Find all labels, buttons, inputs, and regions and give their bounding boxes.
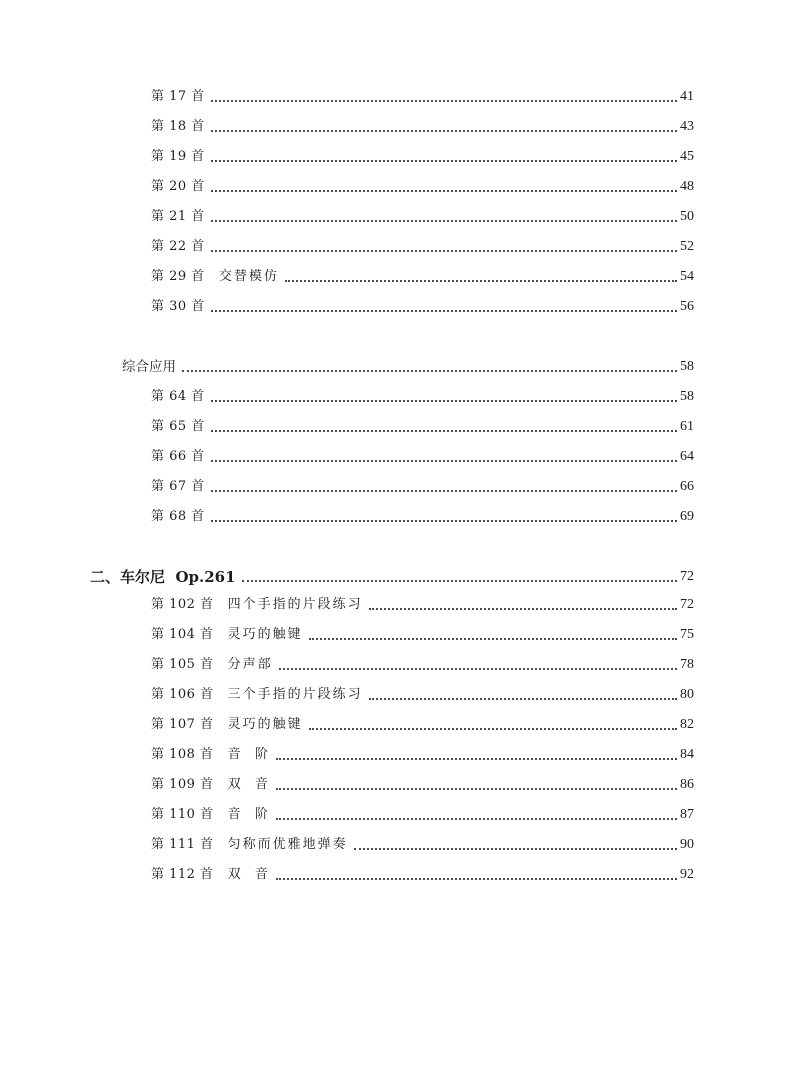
toc-entry[interactable] xyxy=(151,117,694,137)
toc-section-heading[interactable] xyxy=(122,357,694,377)
dot-leader xyxy=(211,310,677,312)
page-number: 52 xyxy=(680,239,694,254)
page-number: 72 xyxy=(680,569,694,584)
entry-title: 三个手指的片段练习 xyxy=(227,687,363,702)
toc-entry[interactable] xyxy=(151,447,694,467)
page-number: 61 xyxy=(680,419,694,434)
entry-number: 第 68 首 xyxy=(151,509,205,524)
dot-leader xyxy=(279,668,677,670)
dot-leader xyxy=(211,400,677,402)
dot-leader xyxy=(309,638,677,640)
page-number: 75 xyxy=(680,627,694,642)
entry-number: 第 65 首 xyxy=(151,419,205,434)
toc-chapter-heading[interactable] xyxy=(90,567,694,587)
entry-number: 第 67 首 xyxy=(151,479,205,494)
entry-number: 第 107 首 xyxy=(151,717,214,732)
entry-number: 第 105 首 xyxy=(151,657,214,672)
entry-number: 第 20 首 xyxy=(151,179,205,194)
page-number: 54 xyxy=(680,269,694,284)
dot-leader xyxy=(276,878,677,880)
dot-leader xyxy=(285,280,677,282)
toc-entry[interactable] xyxy=(151,625,694,645)
toc-entry[interactable] xyxy=(151,237,694,257)
dot-leader xyxy=(242,580,677,582)
entry-number: 第 102 首 xyxy=(151,597,214,612)
toc-entry[interactable] xyxy=(151,147,694,167)
entry-title: 四个手指的片段练习 xyxy=(227,597,363,612)
dot-leader xyxy=(369,608,677,610)
page-number: 72 xyxy=(680,597,694,612)
entry-title: 音 阶 xyxy=(227,747,270,762)
toc-entry[interactable] xyxy=(151,835,694,855)
toc-entry[interactable] xyxy=(151,417,694,437)
entry-title: 双 音 xyxy=(227,777,270,792)
dot-leader xyxy=(211,250,677,252)
page-number: 86 xyxy=(680,777,694,792)
entry-number: 第 18 首 xyxy=(151,119,205,134)
entry-number: 第 30 首 xyxy=(151,299,205,314)
toc-entry[interactable] xyxy=(151,87,694,107)
page-number: 90 xyxy=(680,837,694,852)
page-number: 80 xyxy=(680,687,694,702)
page-number: 56 xyxy=(680,299,694,314)
entry-title: 交替模仿 xyxy=(218,269,279,284)
toc-entry[interactable] xyxy=(151,655,694,675)
page-number: 66 xyxy=(680,479,694,494)
page-number: 64 xyxy=(680,449,694,464)
toc-entry[interactable] xyxy=(151,177,694,197)
entry-number: 第 104 首 xyxy=(151,627,214,642)
entry-number: 第 109 首 xyxy=(151,777,214,792)
dot-leader xyxy=(211,490,677,492)
toc-entry[interactable] xyxy=(151,715,694,735)
page-number: 78 xyxy=(680,657,694,672)
entry-title: 灵巧的触键 xyxy=(227,627,303,642)
toc-entry[interactable] xyxy=(151,267,694,287)
section-title: 综合应用 xyxy=(122,359,176,375)
toc-entry[interactable] xyxy=(151,297,694,317)
page-number: 58 xyxy=(680,359,694,374)
page-number: 69 xyxy=(680,509,694,524)
dot-leader xyxy=(211,190,677,192)
entry-number: 第 106 首 xyxy=(151,687,214,702)
entry-number: 第 22 首 xyxy=(151,239,205,254)
entry-number: 第 64 首 xyxy=(151,389,205,404)
dot-leader xyxy=(276,758,677,760)
toc-entry[interactable] xyxy=(151,477,694,497)
entry-number: 第 29 首 xyxy=(151,269,205,284)
page-number: 58 xyxy=(680,389,694,404)
entry-title: 双 音 xyxy=(227,867,270,882)
page-number: 48 xyxy=(680,179,694,194)
dot-leader xyxy=(369,698,677,700)
entry-number: 第 17 首 xyxy=(151,89,205,104)
toc-entry[interactable] xyxy=(151,387,694,407)
entry-number: 第 66 首 xyxy=(151,449,205,464)
entry-number: 第 21 首 xyxy=(151,209,205,224)
toc-entry[interactable] xyxy=(151,207,694,227)
page-number: 45 xyxy=(680,149,694,164)
entry-title: 音 阶 xyxy=(227,807,270,822)
dot-leader xyxy=(211,430,677,432)
dot-leader xyxy=(211,460,677,462)
page-number: 82 xyxy=(680,717,694,732)
toc-entry[interactable] xyxy=(151,685,694,705)
entry-number: 第 111 首 xyxy=(151,837,214,852)
page-number: 87 xyxy=(680,807,694,822)
dot-leader xyxy=(211,100,677,102)
page-number: 92 xyxy=(680,867,694,882)
dot-leader xyxy=(354,848,677,850)
toc-entry[interactable] xyxy=(151,865,694,885)
dot-leader xyxy=(211,520,677,522)
page-number: 50 xyxy=(680,209,694,224)
page-number: 43 xyxy=(680,119,694,134)
entry-title: 分声部 xyxy=(227,657,273,672)
dot-leader xyxy=(211,160,677,162)
dot-leader xyxy=(309,728,677,730)
entry-number: 第 108 首 xyxy=(151,747,214,762)
dot-leader xyxy=(276,788,677,790)
chapter-title: 二、车尔尼 Op.261 xyxy=(90,568,236,586)
toc-entry[interactable] xyxy=(151,805,694,825)
toc-entry[interactable] xyxy=(151,595,694,615)
dot-leader xyxy=(276,818,677,820)
page-number: 84 xyxy=(680,747,694,762)
dot-leader xyxy=(182,370,677,372)
entry-title: 匀称而优雅地弹奏 xyxy=(227,837,348,852)
entry-title: 灵巧的触键 xyxy=(227,717,303,732)
dot-leader xyxy=(211,220,677,222)
page-number: 41 xyxy=(680,89,694,104)
entry-number: 第 19 首 xyxy=(151,149,205,164)
dot-leader xyxy=(211,130,677,132)
toc-entry[interactable] xyxy=(151,507,694,527)
entry-number: 第 110 首 xyxy=(151,807,214,822)
toc-entry[interactable] xyxy=(151,775,694,795)
entry-number: 第 112 首 xyxy=(151,867,214,882)
toc-entry[interactable] xyxy=(151,745,694,765)
